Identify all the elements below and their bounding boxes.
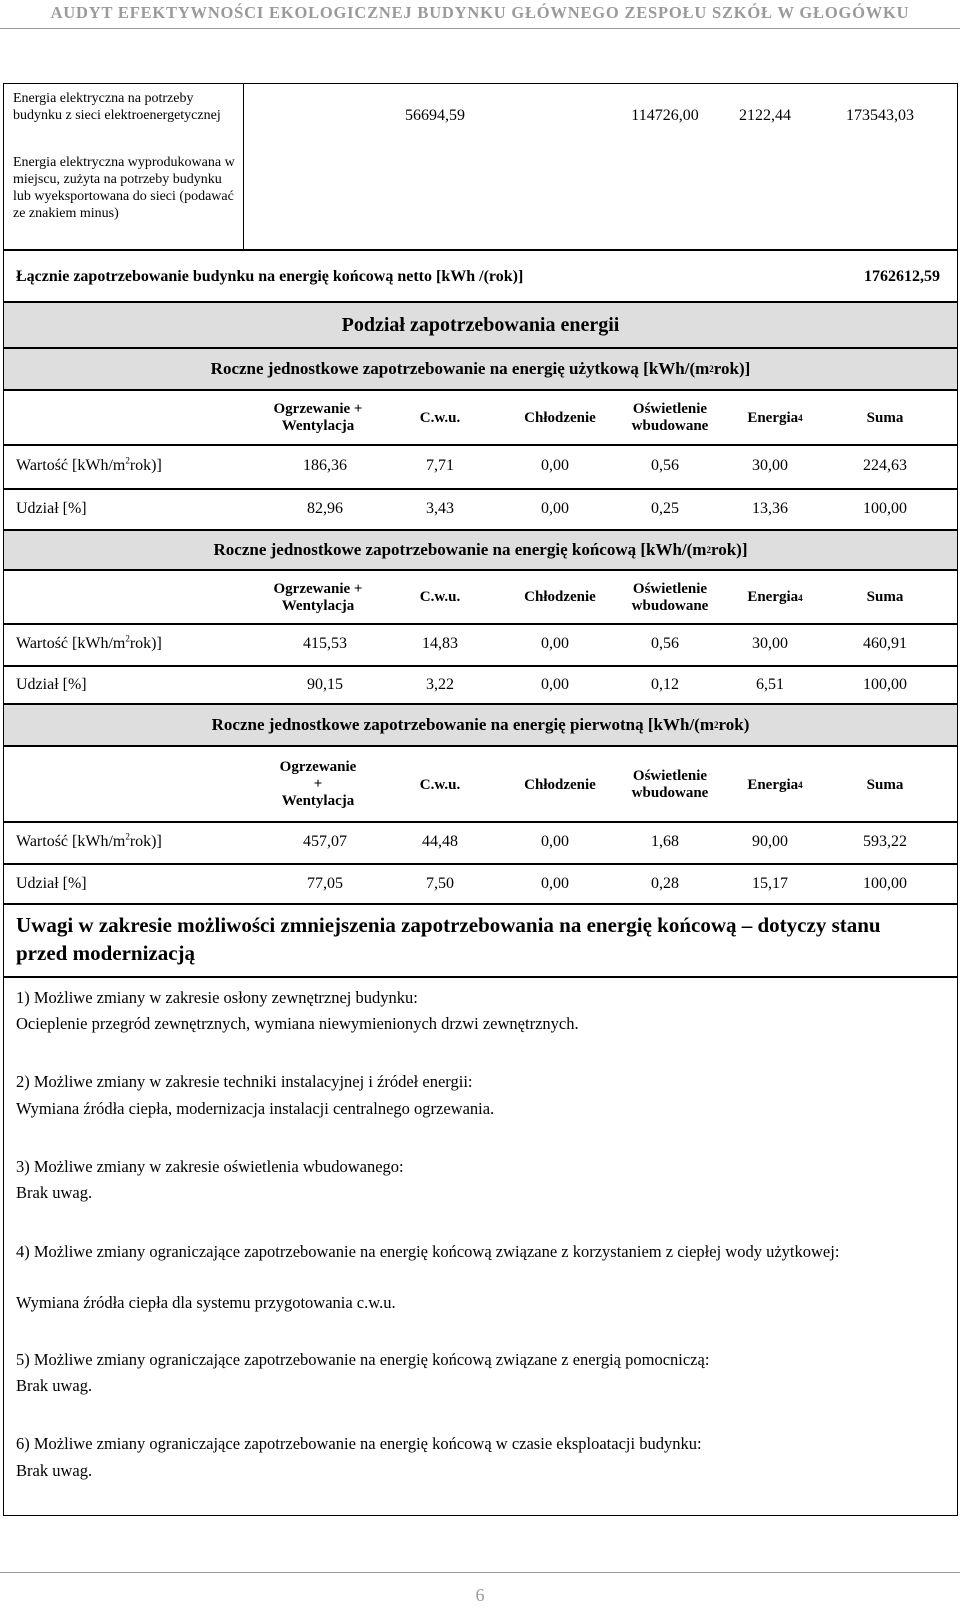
page-number: 6 <box>475 1585 485 1605</box>
electricity-value-2: 114726,00 <box>631 107 699 124</box>
section-final-share-label: Udział [%] <box>16 676 87 693</box>
final-share-heating: 90,15 <box>307 676 343 693</box>
final-share-dhw: 3,22 <box>426 676 454 693</box>
col-energy-2-text: Energia <box>747 589 799 605</box>
final-share-cooling: 0,00 <box>541 676 569 693</box>
final-value-dhw: 14,83 <box>422 635 458 652</box>
total-value: 1762612,59 <box>864 268 940 285</box>
section-final-title: Roczne jednostkowe zapotrzebowanie na energię końcową [kWh/(m 2 rok)] <box>3 530 958 570</box>
section-primary-title: Roczne jednostkowe zapotrzebowanie na energię pierwotną [kWh/(m 2 rok) <box>3 704 958 746</box>
final-value-lighting: 0,56 <box>651 635 679 652</box>
primary-share-energy: 15,17 <box>752 875 788 892</box>
remark-3-answer: Brak uwag. <box>16 1183 93 1202</box>
col-dhw-3: C.w.u. <box>419 776 461 793</box>
header-divider <box>0 28 960 29</box>
primary-share-heating: 77,05 <box>307 875 343 892</box>
col-dhw-2: C.w.u. <box>419 589 461 605</box>
usable-share-sum: 100,00 <box>863 500 907 517</box>
grid-electricity-label: Energia elektryczna na potrzeby budynku z sieci elektroenergetycznej <box>13 91 221 123</box>
final-value-sum: 460,91 <box>863 635 907 652</box>
usable-value-energy: 30,00 <box>752 457 788 474</box>
section-usable-share-label: Udział [%] <box>16 500 87 517</box>
final-value-cooling: 0,00 <box>541 635 569 652</box>
final-value-heating: 415,53 <box>303 635 347 652</box>
total-label: Łącznie zapotrzebowanie budynku na energię końcową netto [kWh /(rok)] <box>16 268 524 285</box>
col-heating-3-c: Wentylacja <box>281 792 355 809</box>
col-energy-3: Energia 4 <box>747 776 803 793</box>
primary-value-heating: 457,07 <box>303 833 347 850</box>
section-usable-title-end: rok)] <box>713 359 751 378</box>
value-label-text-1: Wartość [kWh/m <box>16 457 126 474</box>
value-label-sup-2: 2 <box>125 633 130 644</box>
usable-share-cooling: 0,00 <box>541 500 569 517</box>
col-heating-3 <box>268 750 368 818</box>
col-cooling-1: Chłodzenie <box>524 409 596 426</box>
primary-share-lighting: 0,28 <box>651 875 679 892</box>
remark-3-question: 3) Możliwe zmiany w zakresie oświetlenia wbudowanego: <box>16 1157 404 1176</box>
remarks-title: Uwagi w zakresie możliwości zmniejszenia zapotrzebowania na energię końcową – dotyczy stanu przed modernizacją <box>16 913 881 965</box>
col-sum-2: Suma <box>866 589 904 605</box>
col-energy-1-text: Energia <box>747 409 799 426</box>
col-heating-3-a: Ogrzewanie <box>279 758 357 775</box>
energy-split-title: Podział zapotrzebowania energii <box>3 302 958 348</box>
usable-value-heating: 186,36 <box>303 457 347 474</box>
col-energy-3-text: Energia <box>747 776 799 793</box>
usable-value-sum: 224,63 <box>863 457 907 474</box>
final-value-energy: 30,00 <box>752 635 788 652</box>
primary-value-lighting: 1,68 <box>651 833 679 850</box>
section-final-title-text: Roczne jednostkowe zapotrzebowanie na energię końcową [kWh/(m <box>213 540 707 559</box>
value-label-end-2: rok)] <box>129 635 162 652</box>
primary-value-dhw: 44,48 <box>422 833 458 850</box>
col-energy-2: Energia 4 <box>747 589 803 605</box>
value-label-text-3: Wartość [kWh/m <box>16 833 126 850</box>
remark-6-answer: Brak uwag. <box>16 1461 93 1480</box>
primary-share-cooling: 0,00 <box>541 875 569 892</box>
section-primary-share-label: Udział [%] <box>16 875 87 892</box>
value-label-sup-3: 2 <box>125 831 130 842</box>
section-final-value-label <box>16 635 162 653</box>
remark-4-question: 4) Możliwe zmiany ograniczające zapotrzebowanie na energię końcową związane z korzystaniem z ciepłej wody użytkowej: <box>16 1242 840 1261</box>
value-label-text-2: Wartość [kWh/m <box>16 635 126 652</box>
col-lighting-3: Oświetlenie wbudowane <box>631 768 709 801</box>
footer-divider <box>0 1572 960 1573</box>
primary-value-sum: 593,22 <box>863 833 907 850</box>
final-share-lighting: 0,12 <box>651 676 679 693</box>
final-share-sum: 100,00 <box>863 676 907 693</box>
primary-share-sum: 100,00 <box>863 875 907 892</box>
col-sum-3: Suma <box>866 776 904 793</box>
usable-share-dhw: 3,43 <box>426 500 454 517</box>
remark-1-answer: Ocieplenie przegród zewnętrznych, wymiana niewymienionych drzwi zewnętrznych. <box>16 1014 579 1033</box>
value-label-end-1: rok)] <box>129 457 162 474</box>
usable-share-lighting: 0,25 <box>651 500 679 517</box>
remark-4-answer: Wymiana źródła ciepła dla systemu przygotowania c.w.u. <box>16 1293 396 1312</box>
produced-electricity-label: Energia elektryczna wyprodukowana w miejscu, zużyta na potrzeby budynku lub wyeksportowana do sieci (podawać ze znakiem minus) <box>13 155 235 221</box>
primary-value-energy: 90,00 <box>752 833 788 850</box>
section-usable-title: Roczne jednostkowe zapotrzebowanie na energię użytkową [kWh/(m 2 rok)] <box>3 348 958 390</box>
col-heating-1: Ogrzewanie + Wentylacja <box>273 401 363 434</box>
primary-value-cooling: 0,00 <box>541 833 569 850</box>
usable-value-cooling: 0,00 <box>541 457 569 474</box>
value-label-sup-1: 2 <box>125 455 130 466</box>
remark-2-answer: Wymiana źródła ciepła, modernizacja instalacji centralnego ogrzewania. <box>16 1099 495 1118</box>
electricity-value-4: 173543,03 <box>846 107 914 124</box>
col-energy-1: Energia 4 <box>747 409 803 426</box>
col-heating-3-b: + <box>313 775 323 792</box>
remark-6-question: 6) Możliwe zmiany ograniczające zapotrzebowanie na energię końcową w czasie eksploatacji budynku: <box>16 1434 702 1453</box>
document-header: AUDYT EFEKTYWNOŚCI EKOLOGICZNEJ BUDYNKU GŁÓWNEGO ZESPOŁU SZKÓŁ W GŁOGÓWKU <box>50 3 910 22</box>
usable-share-energy: 13,36 <box>752 500 788 517</box>
col-cooling-2: Chłodzenie <box>524 589 596 605</box>
usable-value-lighting: 0,56 <box>651 457 679 474</box>
col-lighting-2: Oświetlenie wbudowane <box>631 580 709 614</box>
section-primary-title-end: rok) <box>718 715 750 734</box>
section-primary-title-text: Roczne jednostkowe zapotrzebowanie na energię pierwotną [kWh/(m <box>211 715 715 734</box>
electricity-value-1: 56694,59 <box>405 107 465 124</box>
usable-value-dhw: 7,71 <box>426 457 454 474</box>
value-label-end-3: rok)] <box>129 833 162 850</box>
final-share-energy: 6,51 <box>756 676 784 693</box>
col-dhw-1: C.w.u. <box>419 409 461 426</box>
section-usable-title-text: Roczne jednostkowe zapotrzebowanie na energię użytkową [kWh/(m <box>210 359 710 378</box>
col-heating-2: Ogrzewanie + Wentylacja <box>273 580 363 614</box>
remark-5-question: 5) Możliwe zmiany ograniczające zapotrzebowanie na energię końcową związane z energią pomocniczą: <box>16 1350 710 1369</box>
section-final-title-end: rok)] <box>710 540 748 559</box>
remark-5-answer: Brak uwag. <box>16 1376 93 1395</box>
col-cooling-3: Chłodzenie <box>524 776 596 793</box>
usable-share-heating: 82,96 <box>307 500 343 517</box>
electricity-value-3: 2122,44 <box>739 107 791 124</box>
col-lighting-1: Oświetlenie wbudowane <box>631 401 709 434</box>
remark-1-question: 1) Możliwe zmiany w zakresie osłony zewnętrznej budynku: <box>16 988 418 1007</box>
section-usable-value-label <box>16 457 162 475</box>
remark-2-question: 2) Możliwe zmiany w zakresie techniki instalacyjnej i źródeł energii: <box>16 1072 473 1091</box>
primary-share-dhw: 7,50 <box>426 875 454 892</box>
col-sum-1: Suma <box>866 409 904 426</box>
electricity-label-divider <box>243 83 244 250</box>
section-primary-value-label <box>16 833 162 851</box>
